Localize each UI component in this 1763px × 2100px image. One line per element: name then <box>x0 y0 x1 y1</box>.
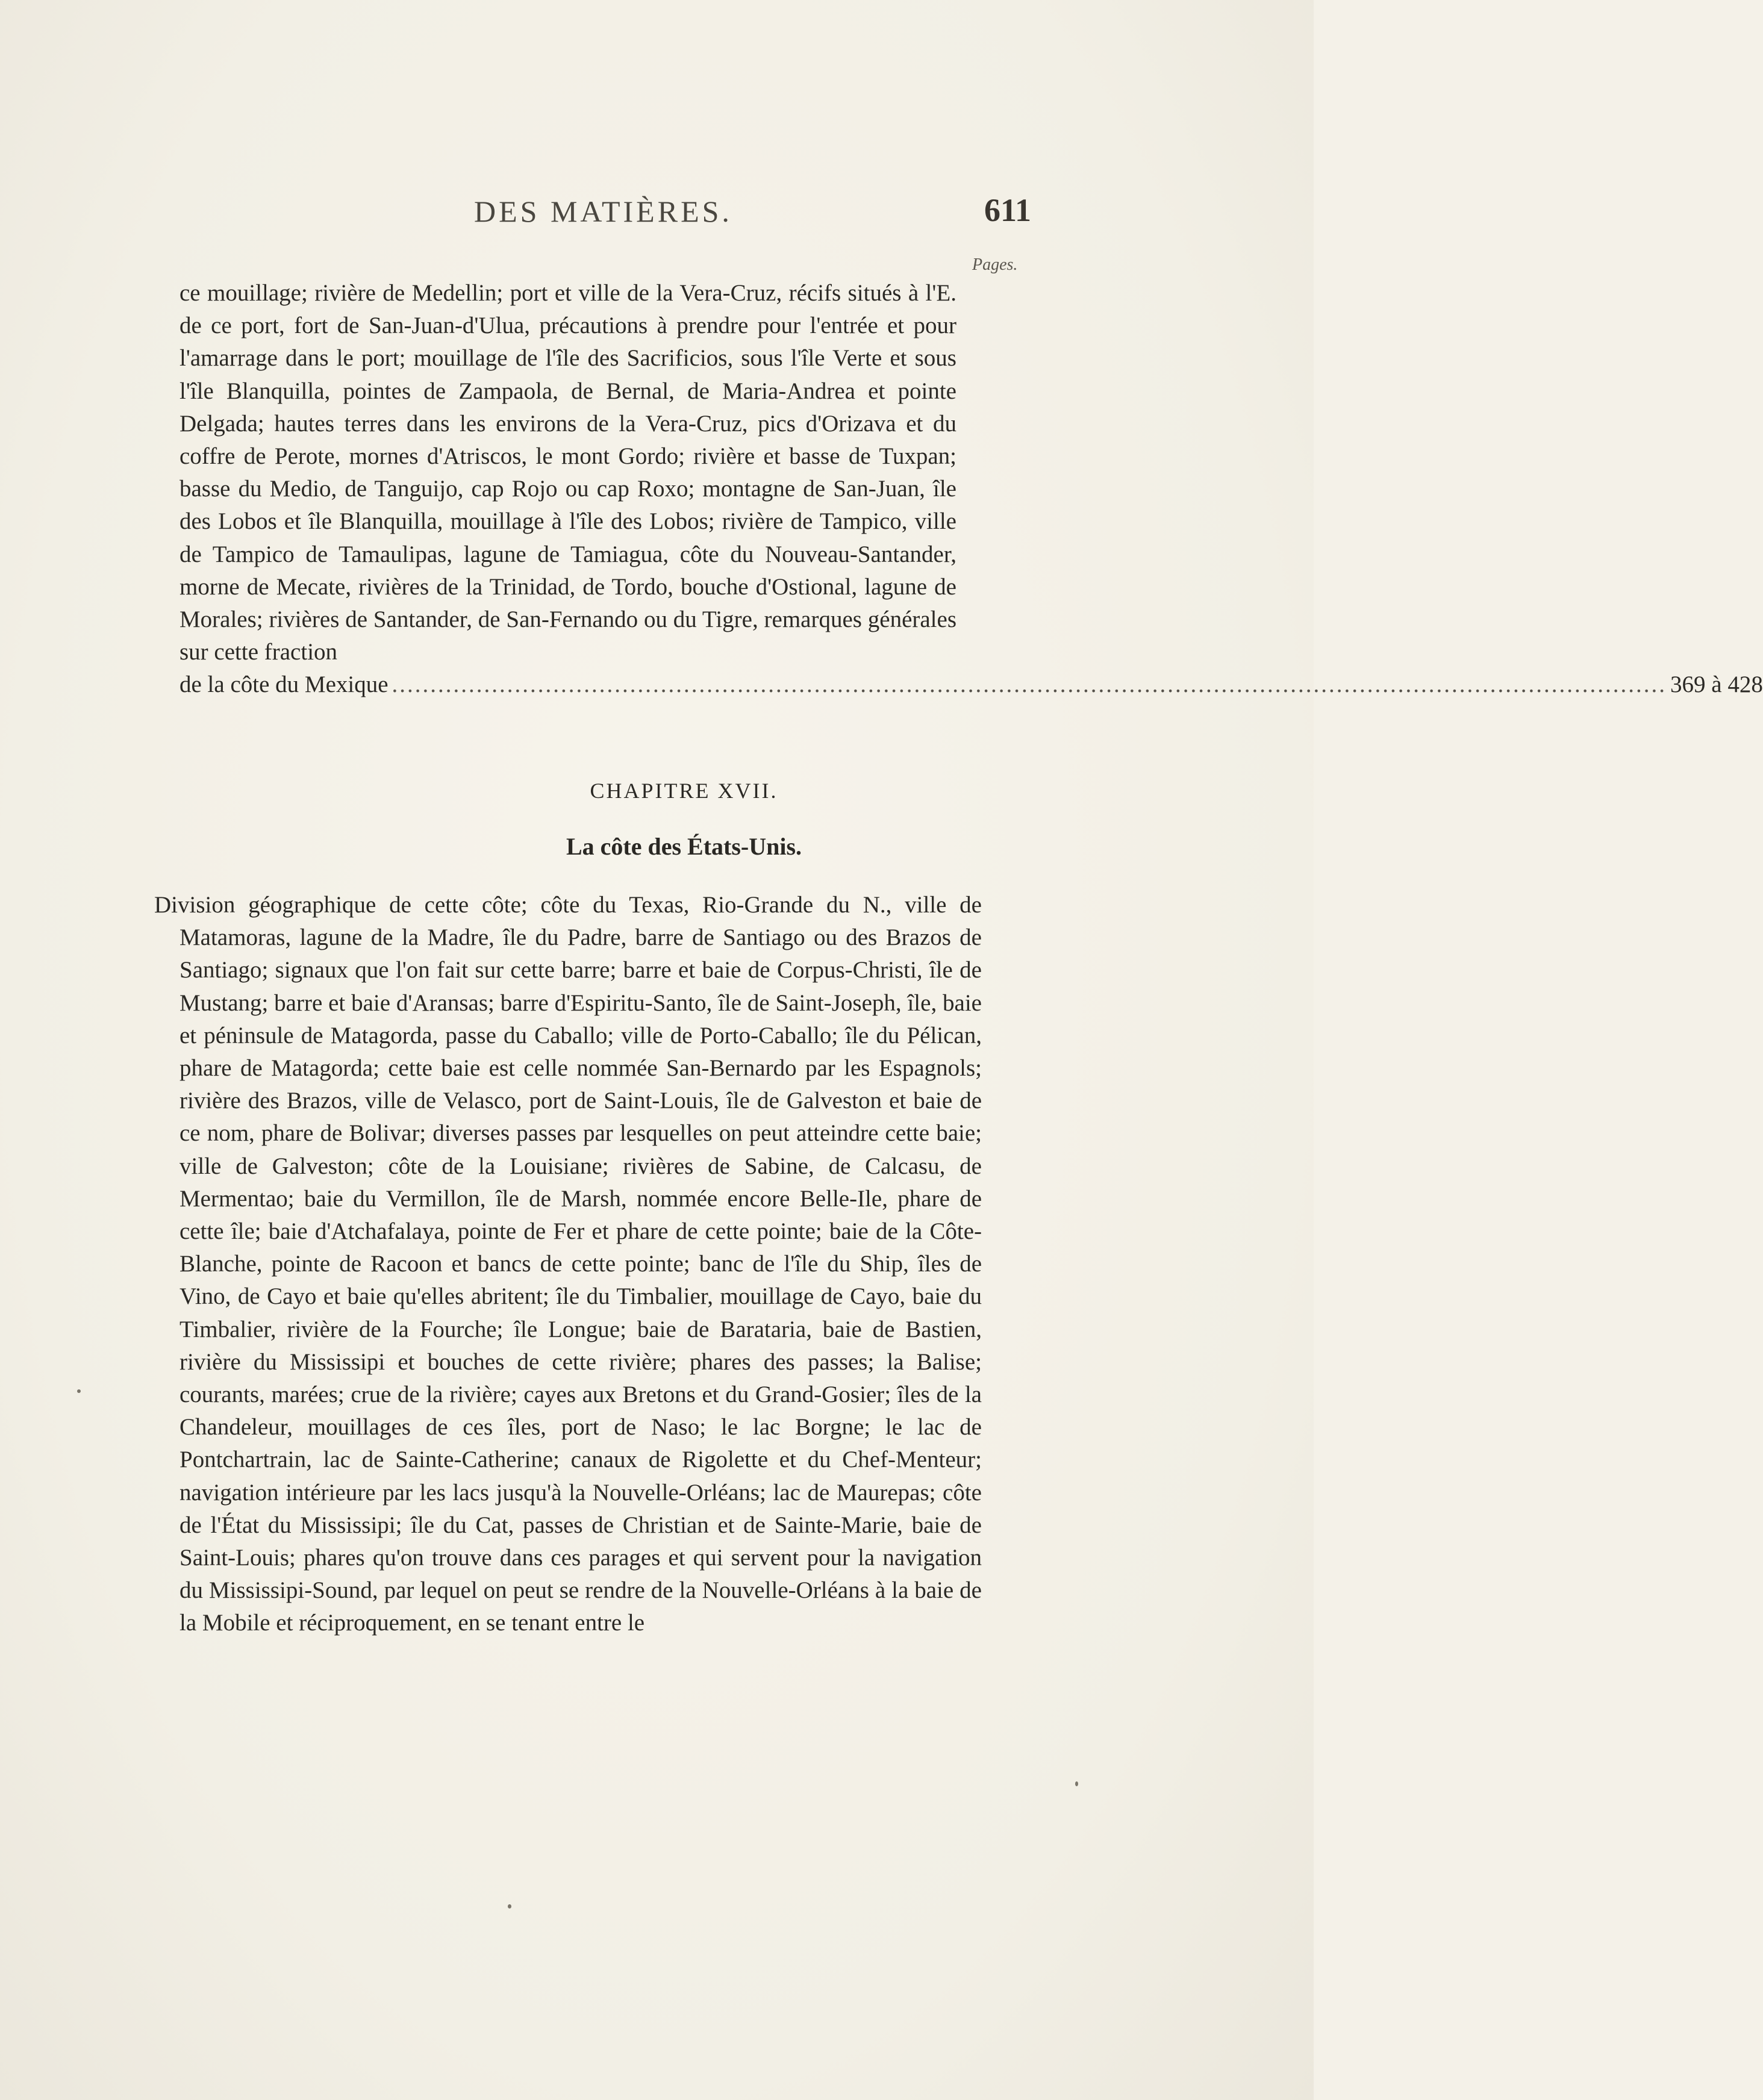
chapter-heading: CHAPITRE XVII. <box>590 779 778 803</box>
chapter-title: La côte des États-Unis. <box>566 833 802 860</box>
chapter-xvii-entry-text: Division géographique de cette côte; côte du Texas, Rio-Grande du N., ville de Matamoras, lagune de la Madre, île du Padre, barre de Santiago ou des Brazos de Santiago; signaux que l'on fait sur cette barre; barre et baie de Corpus-Christi, île de Mustang; barre et baie d'Aransas; barre d'Espiritu-Santo, île de Saint-Joseph, île, baie et péninsule de Matagorda, passe du Caballo; ville de Porto-Caballo; île du Pélican, phare de Matagorda; cette baie est celle nommée San-Bernardo par les Espagnols; rivière des Brazos, ville de Velasco, port de Saint-Louis, île de Galveston et baie de ce nom, phare de Bolivar; diverses passes par lesquelles on peut atteindre cette baie; ville de Galveston; côte de la Louisiane; rivières de Sabine, de Calcasu, de Mermentao; baie du Vermillon, île de Marsh, nommée encore Belle-Ile, phare de cette île; baie d'Atchafalaya, pointe de Fer et phare de cette pointe; baie de la Côte-Blanche, pointe de Racoon et bancs de cette pointe; banc de l'île du Ship, îles de Vino, de Cayo et baie qu'elles abritent; île du Timbalier, mouillage de Cayo, baie du Timbalier, rivière de la Fourche; île Longue; baie de Barataria, baie de Bastien, rivière du Mississipi et bouches de cette rivière; phares des passes; la Balise; courants, marées; crue de la rivière; cayes aux Bretons et du Grand-Gosier; îles de la Chandeleur, mouillages de ces îles, port de Naso; le lac Borgne; le lac de Pontchartrain, lac de Sainte-Catherine; canaux de Rigolette et du Chef-Menteur; navigation intérieure par les lacs jusqu'à la Nouvelle-Orléans; lac de Maurepas; côte de l'État du Mississipi; île du Cat, passes de Christian et de Sainte-Marie, baie de Saint-Louis; phares qu'on trouve dans ces parages et qui servent pour la navigation du Mississipi-Sound, par lequel on peut se rendre de la Nouvelle-Orléans à la baie de la Mobile et réciproquement, en se tenant entre le <box>154 892 982 1636</box>
page-number: 611 <box>984 192 1032 228</box>
chapter-xvi-entry-continuation <box>179 277 1763 702</box>
margin-speck <box>77 1389 81 1393</box>
chapter-xvi-page-range: 369 à 428 <box>1670 671 1763 698</box>
chapter-xvi-entry-text: ce mouillage; rivière de Medellin; port et ville de la Vera-Cruz, récifs situés à l'E. de ce port, fort de San-Juan-d'Ulua, précautions à prendre pour l'entrée et pour l'amarrage dans le port; mouillage de l'île des Sacrificios, sous l'île Verte et sous l'île Blanquilla, pointes de Zampaola, de Bernal, de Maria-Andrea et pointe Delgada; hautes terres dans les environs de la Vera-Cruz, pics d'Orizava et du coffre de Perote, mornes d'Atriscos, le mont Gordo; rivière et basse de Tuxpan; basse du Medio, de Tanguijo, cap Rojo ou cap Roxo; montagne de San-Juan, île des Lobos et île Blanquilla, mouillage à l'île des Lobos; rivière de Tampico, ville de Tampico de Tamaulipas, lagune de Tamiagua, côte du Nouveau-Santander, morne de Mecate, rivières de la Trinidad, de Tordo, bouche d'Ostional, lagune de Morales; rivières de Santander, de San-Fernando ou du Tigre, remarques générales sur cette fraction <box>179 280 956 665</box>
margin-speck <box>508 1904 511 1908</box>
chapter-xvii-entry <box>154 889 982 1640</box>
pages-column-label: Pages. <box>972 255 1018 274</box>
chapter-xvi-entry-leader-line <box>179 668 1763 701</box>
dot-leader: ...................................................................................................................................................................... <box>392 671 1667 698</box>
chapter-xvi-entry-last-line: de la côte du Mexique <box>179 671 388 698</box>
margin-speck <box>1075 1781 1078 1786</box>
running-head: DES MATIÈRES. <box>474 195 732 228</box>
